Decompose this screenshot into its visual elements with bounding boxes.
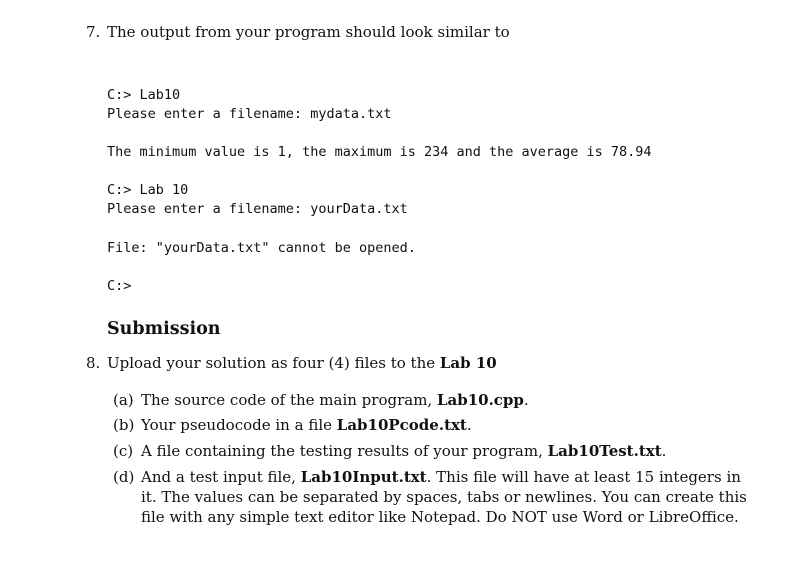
code-line-filename-prompt-1: Please enter a filename: mydata.txt <box>107 106 392 122</box>
code-line-filename-prompt-2: Please enter a filename: yourData.txt <box>107 201 408 217</box>
item-8-number: 8. <box>86 354 101 372</box>
subitem-b-text <box>141 415 472 435</box>
subitem-c-marker: (c) <box>113 442 134 460</box>
subitem-d-marker: (d) <box>113 468 135 486</box>
subitem-c-filename: Lab10Test.txt <box>547 442 662 460</box>
code-line-prompt-2: C:> Lab 10 <box>107 182 189 198</box>
subitem-a-end: . <box>523 391 529 409</box>
subitem-d-text-line-1 <box>141 467 741 487</box>
subitem-b-marker: (b) <box>113 416 135 434</box>
subitem-b-end: . <box>466 416 472 434</box>
subitem-b-filename: Lab10Pcode.txt <box>336 416 467 434</box>
subitem-d-rest: . This file will have at least 15 integers in <box>426 468 741 486</box>
subitem-a-marker: (a) <box>113 391 134 409</box>
subitem-c-plain: A file containing the testing results of your program, <box>141 442 548 460</box>
subitem-c-end: . <box>661 442 667 460</box>
code-line-prompt-1: C:> Lab10 <box>107 87 181 103</box>
item-7-number: 7. <box>86 23 101 41</box>
subitem-d-text-line-2: it. The values can be separated by spaces, tabs or newlines. You can create this <box>141 488 747 506</box>
code-line-result: The minimum value is 1, the maximum is 234 and the average is 78.94 <box>107 144 652 160</box>
subitem-b-plain: Your pseudocode in a file <box>141 416 337 434</box>
subitem-d-plain: And a test input file, <box>141 468 301 486</box>
subitem-c-text <box>141 441 666 461</box>
item-8-text <box>107 353 497 373</box>
subitem-d-filename: Lab10Input.txt <box>300 468 427 486</box>
code-line-error: File: "yourData.txt" cannot be opened. <box>107 240 416 256</box>
code-line-prompt-3: C:> <box>107 278 132 294</box>
subitem-a-text <box>141 390 529 410</box>
item-7-text: The output from your program should look similar to <box>107 23 510 41</box>
submission-heading: Submission <box>107 319 221 339</box>
subitem-d-text-line-3: file with any simple text editor like Notepad. Do NOT use Word or LibreOffice. <box>141 508 739 526</box>
item-8-text-bold: Lab 10 <box>439 354 497 372</box>
subitem-a-plain: The source code of the main program, <box>141 391 437 409</box>
item-8-text-plain: Upload your solution as four (4) files to the <box>107 354 440 372</box>
subitem-a-filename: Lab10.cpp <box>436 391 524 409</box>
